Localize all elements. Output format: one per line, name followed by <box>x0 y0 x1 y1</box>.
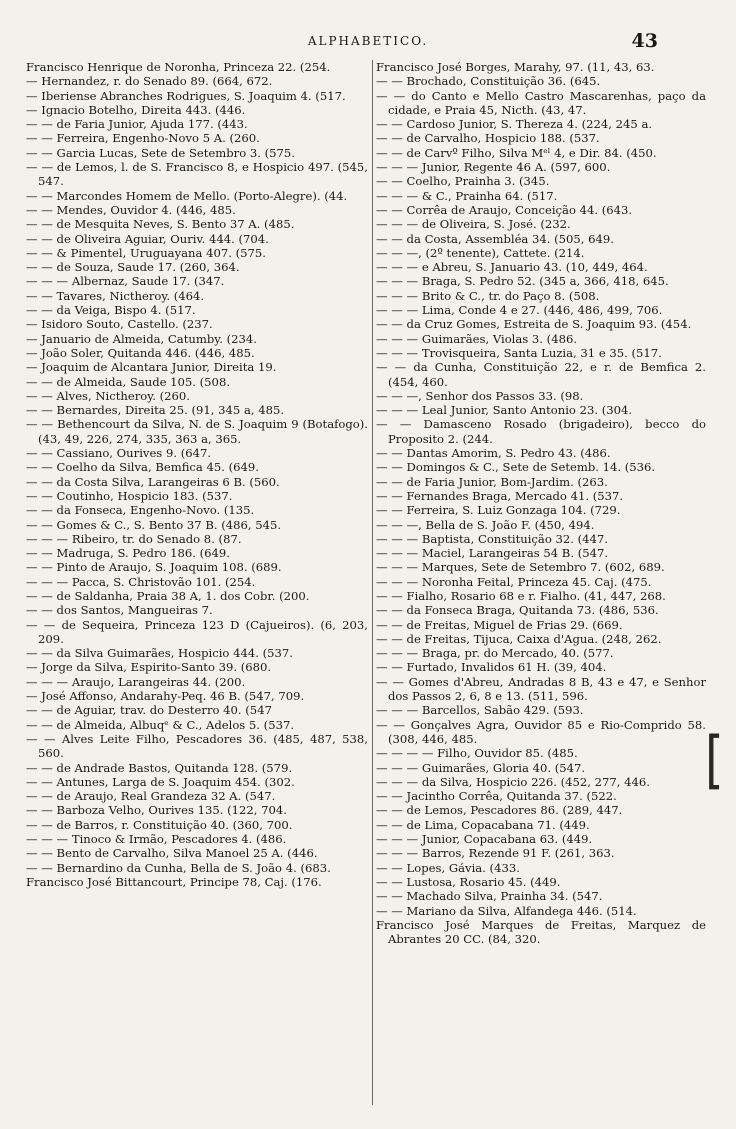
directory-entry: — — de Mesquita Neves, S. Bento 37 A. (485. <box>26 217 295 232</box>
directory-entry: — Joaquim de Alcantara Junior, Direita 19. <box>26 360 277 375</box>
directory-entry: — — — Trovisqueira, Santa Luzia, 31 e 35. (517. <box>376 345 662 360</box>
left-column <box>26 60 368 1105</box>
directory-entry: — Hernandez, r. do Senado 89. (664, 672. <box>26 74 273 89</box>
directory-entry: — — — Guimarães, Gloria 40. (547. <box>376 760 586 775</box>
directory-entry: — — de Carvalho, Hospicio 188. (537. <box>376 131 600 146</box>
directory-entry: — — Cassiano, Ourives 9. (647. <box>26 446 212 461</box>
directory-entry: — — — de Oliveira, S. José. (232. <box>376 217 571 232</box>
directory-entry: — — & Pimentel, Uruguayana 407. (575. <box>26 245 266 260</box>
page-header <box>0 30 736 52</box>
directory-entry: — — Mendes, Ouvidor 4. (446, 485. <box>26 202 236 217</box>
directory-entry: — — da Fonseca, Engenho-Novo. (135. <box>26 503 255 518</box>
directory-entry: — — Lopes, Gávia. (433. <box>376 860 520 875</box>
directory-entry: — Januario de Almeida, Catumby. (234. <box>26 331 257 346</box>
directory-entry: — — — e Abreu, S. Januario 43. (10, 449, 464. <box>376 260 648 275</box>
directory-entry: — — Antunes, Larga de S. Joaquim 454. (302. <box>26 774 295 789</box>
directory-entry: — — Mariano da Silva, Alfandega 446. (514. <box>376 903 637 918</box>
directory-entry: — — Machado Silva, Prainha 34. (547. <box>376 889 603 904</box>
directory-entry: — — — Guimarães, Violas 3. (486. <box>376 331 578 346</box>
directory-entry: — — Gonçalves Agra, Ouvidor 85 e Rio-Comprido 58. (308, 446, 485. <box>376 717 706 746</box>
directory-entry: — — Domingos & C., Sete de Setemb. 14. (536. <box>376 460 656 475</box>
directory-entry: — — — Ribeiro, tr. do Senado 8. (87. <box>26 531 242 546</box>
directory-entry: — — Furtado, Invalidos 61 H. (39, 404. <box>376 660 607 675</box>
directory-entry: — — do Canto e Mello Castro Mascarenhas, paço da cidade, e Praia 45, Nicth. (43, 47. <box>376 88 706 117</box>
directory-entry: — — — Tinoco & Irmão, Pescadores 4. (486. <box>26 832 287 847</box>
directory-entry: — — de Souza, Saude 17. (260, 364. <box>26 260 240 275</box>
directory-entry: — — de Aguiar, trav. do Desterro 40. (547 <box>26 703 272 718</box>
directory-entry: — — Coutinho, Hospicio 183. (537. <box>26 488 233 503</box>
directory-entry: — — da Costa, Assembléa 34. (505, 649. <box>376 231 614 246</box>
directory-entry: — — de Freitas, Miguel de Frias 29. (669. <box>376 617 623 632</box>
directory-entry: — — — Brito & C., tr. do Paço 8. (508. <box>376 288 600 303</box>
directory-entry: — — Madruga, S. Pedro 186. (649. <box>26 546 230 561</box>
directory-entry: — — de Araujo, Real Grandeza 32 A. (547. <box>26 789 276 804</box>
directory-entry: — — Brochado, Constituição 36. (645. <box>376 74 601 89</box>
directory-entry: — — Fialho, Rosario 68 e r. Fialho. (41, 447, 268. <box>376 588 666 603</box>
running-head: ALPHABETICO. <box>307 34 429 48</box>
directory-entry: — — de Andrade Bastos, Quitanda 128. (579. <box>26 760 293 775</box>
directory-entry: — — de Faria Junior, Ajuda 177. (443. <box>26 117 248 132</box>
directory-entry: — — Lustosa, Rosario 45. (449. <box>376 874 561 889</box>
directory-entry: Francisco José Borges, Marahy, 97. (11, 43, 63. <box>376 60 655 74</box>
directory-entry: — — de Carvº Filho, Silva Mᵉˡ 4, e Dir. 84. (450. <box>376 145 657 160</box>
directory-entry: — — Fernandes Braga, Mercado 41. (537. <box>376 488 624 503</box>
directory-entry: — — Bethencourt da Silva, N. de S. Joaquim 9 (Botafogo). (43, 49, 226, 274, 335, 363 a, 365. <box>26 417 368 446</box>
directory-entry: — — Damasceno Rosado (brigadeiro), becco do Proposito 2. (244. <box>376 417 706 446</box>
directory-entry: — Iberiense Abranches Rodrigues, S. Joaquim 4. (517. <box>26 88 346 103</box>
directory-entry: — — Bento de Carvalho, Silva Manoel 25 A. (446. <box>26 846 318 861</box>
directory-entry: — — — Lima, Conde 4 e 27. (446, 486, 499, 706. <box>376 303 663 318</box>
directory-entry: — — — Maciel, Larangeiras 54 B. (547. <box>376 546 609 561</box>
directory-entry: — — da Cruz Gomes, Estreita de S. Joaquim 93. (454. <box>376 317 692 332</box>
directory-entry: — — — — Filho, Ouvidor 85. (485. <box>376 746 578 761</box>
directory-entry: — João Soler, Quitanda 446. (446, 485. <box>26 345 255 360</box>
directory-entry: — — de Faria Junior, Bom-Jardim. (263. <box>376 474 608 489</box>
directory-entry: — — de Almeida, Albuqᵉ & C., Adelos 5. (537. <box>26 717 295 732</box>
directory-entry: — — da Fonseca Braga, Quitanda 73. (486, 536. <box>376 603 659 618</box>
directory-entry: — — —, Senhor dos Passos 33. (98. <box>376 388 584 403</box>
directory-entry: — — — Junior, Regente 46 A. (597, 600. <box>376 160 611 175</box>
directory-entry: — — da Silva Guimarães, Hospicio 444. (537. <box>26 646 293 661</box>
directory-entry: — — de Lima, Copacabana 71. (449. <box>376 817 590 832</box>
directory-entry: — — de Oliveira Aguiar, Ouriv. 444. (704. <box>26 231 269 246</box>
directory-entry: — — de Almeida, Saude 105. (508. <box>26 374 231 389</box>
directory-entry: — — Ferreira, S. Luiz Gonzaga 104. (729. <box>376 503 621 518</box>
directory-entry: — — —, Bella de S. João F. (450, 494. <box>376 517 595 532</box>
directory-entry: — — Cardoso Junior, S. Thereza 4. (224, 245 a. <box>376 117 653 132</box>
directory-entry: — — da Cunha, Constituição 22, e r. de Bemfica 2. (454, 460. <box>376 360 706 389</box>
directory-entry: — — — Pacca, S. Christovão 101. (254. <box>26 574 256 589</box>
directory-entry: — José Affonso, Andarahy-Peq. 46 B. (547, 709. <box>26 689 305 704</box>
directory-entry: — — de Lemos, Pescadores 86. (289, 447. <box>376 803 623 818</box>
directory-entry: — — — Marques, Sete de Setembro 7. (602, 689. <box>376 560 665 575</box>
directory-entry: — — Bernardino da Cunha, Bella de S. João 4. (683. <box>26 860 331 875</box>
directory-entry: — — — Araujo, Larangeiras 44. (200. <box>26 674 246 689</box>
directory-entry: — Isidoro Souto, Castello. (237. <box>26 317 213 332</box>
directory-entry: — — Jacintho Corrêa, Quitanda 37. (522. <box>376 789 617 804</box>
column-divider <box>372 60 373 1105</box>
margin-bracket-mark: [ <box>705 723 724 797</box>
directory-entry: — — Gomes d'Abreu, Andradas 8 B, 43 e 47, e Senhor dos Passos 2, 6, 8 e 13. (511, 596. <box>376 674 706 704</box>
directory-entry: — — —, (2º tenente), Cattete. (214. <box>376 245 585 260</box>
directory-entry: — — Bernardes, Direita 25. (91, 345 a, 485. <box>26 403 285 418</box>
directory-entry: Francisco Henrique de Noronha, Princeza 22. (254. <box>26 60 331 74</box>
page-number: 43 <box>631 30 658 52</box>
directory-entry: — — da Veiga, Bispo 4. (517. <box>26 303 196 318</box>
directory-entry: — — Coelho, Prainha 3. (345. <box>376 174 550 189</box>
directory-entry: — — de Freitas, Tijuca, Caixa d'Agua. (248, 262. <box>376 631 662 646</box>
directory-entry: — — da Costa Silva, Larangeiras 6 B. (560. <box>26 474 280 489</box>
directory-entry: — — — & C., Prainha 64. (517. <box>376 188 558 203</box>
directory-entry: — — Pinto de Araujo, S. Joaquim 108. (689. <box>26 560 282 575</box>
directory-entry: — — Garcia Lucas, Sete de Setembro 3. (575. <box>26 145 295 160</box>
directory-entry: — — — Braga, S. Pedro 52. (345 a, 366, 418, 645. <box>376 274 669 289</box>
directory-entry: — — — Barcellos, Sabão 429. (593. <box>376 703 584 718</box>
directory-entry: — Ignacio Botelho, Direita 443. (446. <box>26 102 246 117</box>
directory-entry: — — Coelho da Silva, Bemfica 45. (649. <box>26 460 259 475</box>
directory-entry: — — Barboza Velho, Ourives 135. (122, 704. <box>26 803 287 818</box>
directory-entry: — — de Saldanha, Praia 38 A, 1. dos Cobr. (200. <box>26 588 310 603</box>
directory-entry: — — Alves, Nictheroy. (260. <box>26 388 190 403</box>
directory-entry: — — de Barros, r. Constituição 40. (360, 700. <box>26 817 293 832</box>
directory-entry: — — — Baptista, Constituição 32. (447. <box>376 531 608 546</box>
directory-entry: — — — Junior, Copacabana 63. (449. <box>376 832 593 847</box>
directory-entry: — — — Braga, pr. do Mercado, 40. (577. <box>376 646 614 661</box>
directory-entry: — — Gomes & C., S. Bento 37 B. (486, 545. <box>26 517 282 532</box>
directory-entry: — — Corrêa de Araujo, Conceição 44. (643. <box>376 202 633 217</box>
directory-entry: — — Marcondes Homem de Mello. (Porto-Alegre). (44. <box>26 188 348 203</box>
directory-entry: — — Ferreira, Engenho-Novo 5 A. (260. <box>26 131 260 146</box>
directory-columns <box>26 60 706 1105</box>
directory-entry: Francisco José Bittancourt, Principe 78, Caj. (176. <box>26 874 322 889</box>
directory-entry: — Jorge da Silva, Espirito-Santo 39. (680. <box>26 660 272 675</box>
directory-entry: Francisco José Marques de Freitas, Marquez de Abrantes 20 CC. (84, 320. <box>376 917 706 947</box>
directory-entry: — — — Barros, Rezende 91 F. (261, 363. <box>376 846 615 861</box>
directory-entry: — — de Lemos, l. de S. Francisco 8, e Hospicio 497. (545, 547. <box>26 160 368 189</box>
directory-entry: — — dos Santos, Mangueiras 7. <box>26 603 213 618</box>
directory-entry: — — — Noronha Feital, Princeza 45. Caj. (475. <box>376 574 652 589</box>
directory-entry: — — — da Silva, Hospicio 226. (452, 277, 446. <box>376 774 650 789</box>
directory-entry: — — Alves Leite Filho, Pescadores 36. (485, 487, 538, 560. <box>26 731 368 761</box>
directory-entry: — — — Leal Junior, Santo Antonio 23. (304. <box>376 403 633 418</box>
right-column <box>376 60 706 1105</box>
directory-entry: — — — Albernaz, Saude 17. (347. <box>26 274 225 289</box>
directory-entry: — — de Sequeira, Princeza 123 D (Cajueiros). (6, 203, 209. <box>26 617 368 646</box>
directory-entry: — — Dantas Amorim, S. Pedro 43. (486. <box>376 446 611 461</box>
directory-entry: — — Tavares, Nictheroy. (464. <box>26 288 205 303</box>
